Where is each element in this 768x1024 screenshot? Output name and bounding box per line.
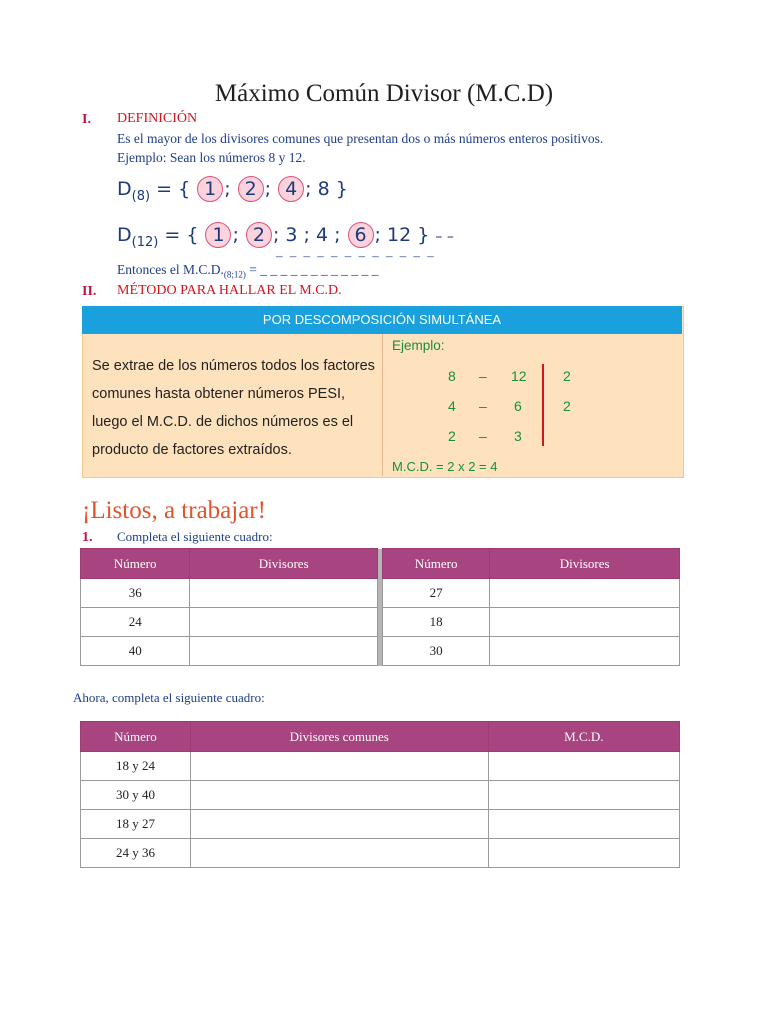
- mcd-answer-cell[interactable]: [488, 752, 679, 781]
- divisors-answer-cell[interactable]: [490, 608, 680, 637]
- decomp-sep: –: [479, 428, 487, 444]
- method-box-title: POR DESCOMPOSICIÓN SIMULTÁNEA: [82, 306, 682, 334]
- col-header: Divisores comunes: [190, 722, 488, 752]
- number-cell: 24: [81, 608, 190, 637]
- divisor: 8: [317, 178, 330, 200]
- number-cell: 36: [81, 579, 190, 608]
- exercise1-numeral: 1.: [82, 530, 93, 545]
- then-sub: (8;12): [223, 269, 246, 280]
- then-answer-blank[interactable]: = _ _ _ _ _ _ _ _ _ _ _ _: [249, 262, 379, 277]
- number-pair-cell: 18 y 27: [81, 810, 191, 839]
- mcd-answer-cell[interactable]: [488, 781, 679, 810]
- decomp-factor: 2: [563, 368, 571, 384]
- circled-divisor: 6: [348, 222, 374, 248]
- col-header: Número: [81, 549, 190, 579]
- decomp-factor: 2: [563, 398, 571, 414]
- divisors-answer-cell[interactable]: [490, 637, 680, 666]
- common-divisors-answer-cell[interactable]: [190, 839, 488, 868]
- table-row: [81, 579, 680, 608]
- decomp-sep: –: [479, 368, 487, 384]
- common-divisors-answer-cell[interactable]: [190, 810, 488, 839]
- divisors-answer-cell[interactable]: [190, 637, 378, 666]
- answer-dashes: – – – – – – – – – – – –: [276, 248, 436, 263]
- decomp-a: 4: [448, 398, 456, 414]
- section1-numeral: I.: [82, 112, 91, 127]
- then-text: Entonces el M.C.D.: [117, 262, 224, 277]
- common-divisors-table: [80, 721, 680, 868]
- common-divisors-answer-cell[interactable]: [190, 781, 488, 810]
- listos-heading: ¡Listos, a trabajar!: [82, 497, 266, 524]
- decomp-b: 3: [514, 428, 522, 444]
- decomp-b: 12: [511, 368, 527, 384]
- number-pair-cell: 18 y 24: [81, 752, 191, 781]
- col-header: M.C.D.: [488, 722, 679, 752]
- decomp-b: 6: [514, 398, 522, 414]
- circled-divisor: 1: [197, 176, 223, 202]
- divisor: 3: [285, 224, 298, 246]
- method-result: M.C.D. = 2 x 2 = 4: [392, 459, 498, 474]
- method-box-divider: [382, 334, 383, 476]
- divisors-answer-cell[interactable]: [190, 579, 378, 608]
- common-divisors-answer-cell[interactable]: [190, 752, 488, 781]
- number-cell: 30: [382, 637, 489, 666]
- section1-heading: DEFINICIÓN: [117, 111, 198, 126]
- divisors-answer-cell[interactable]: [490, 579, 680, 608]
- set-close: }: [335, 178, 348, 200]
- col-header: Número: [382, 549, 489, 579]
- example-label: Ejemplo:: [392, 338, 445, 353]
- section2-heading: MÉTODO PARA HALLAR EL M.C.D.: [117, 283, 342, 298]
- number-pair-cell: 30 y 40: [81, 781, 191, 810]
- table-row: [81, 752, 680, 781]
- col-header: Número: [81, 722, 191, 752]
- table-row: [81, 781, 680, 810]
- number-pair-cell: 24 y 36: [81, 839, 191, 868]
- table-row: [81, 810, 680, 839]
- set-close: }: [417, 224, 430, 246]
- divisors-12-set: $D_{(12)}$ = { 1 ; 2 ; 3 ; 4 ; 6 ; 12 } – –: [117, 224, 454, 250]
- circled-divisor: 2: [238, 176, 264, 202]
- divisors-table: [80, 548, 680, 666]
- trail-dashes: – –: [435, 229, 454, 245]
- decomp-sep: –: [479, 398, 487, 414]
- circled-divisor: 1: [205, 222, 231, 248]
- decomp-a: 2: [448, 428, 456, 444]
- page-title: Máximo Común Divisor (M.C.D): [214, 80, 554, 107]
- col-header: Divisores: [190, 549, 378, 579]
- col-header: Divisores: [490, 549, 680, 579]
- circled-divisor: 2: [246, 222, 272, 248]
- table-row: [81, 608, 680, 637]
- number-cell: 40: [81, 637, 190, 666]
- definition-text: Es el mayor de los divisores comunes que presentan dos o más números enteros positivos.: [117, 131, 604, 146]
- set-open: = {: [164, 224, 199, 246]
- table-row: [81, 637, 680, 666]
- divisor: 12: [387, 224, 412, 246]
- divisor: 4: [315, 224, 329, 246]
- circled-divisor: 4: [278, 176, 304, 202]
- then-line: [117, 262, 378, 280]
- table-row: [81, 839, 680, 868]
- set-sub: (8): [131, 188, 151, 204]
- number-cell: 27: [382, 579, 489, 608]
- divisors-answer-cell[interactable]: [190, 608, 378, 637]
- exercise2-instruction: Ahora, completa el siguiente cuadro:: [73, 690, 265, 705]
- decomp-vertical-line: [542, 364, 544, 446]
- number-cell: 18: [382, 608, 489, 637]
- mcd-answer-cell[interactable]: [488, 810, 679, 839]
- example-text: Ejemplo: Sean los números 8 y 12.: [117, 150, 306, 165]
- set-label: D: [117, 224, 132, 246]
- exercise1-instruction: Completa el siguiente cuadro:: [117, 529, 273, 544]
- mcd-answer-cell[interactable]: [488, 839, 679, 868]
- decomp-a: 8: [448, 368, 456, 384]
- set-sub: (12): [131, 234, 159, 250]
- divisors-8-set: $D_{(8)}$ = { 1 ; 2 ; 4 ; 8 }: [117, 178, 348, 204]
- section2-numeral: II.: [82, 284, 97, 299]
- method-description: Se extrae de los números todos los factores comunes hasta obtener números PESI, luego el M.C.D. de dichos números es el producto de factores extraídos.: [92, 358, 375, 458]
- set-open: = {: [156, 178, 191, 200]
- set-label: D: [117, 178, 132, 200]
